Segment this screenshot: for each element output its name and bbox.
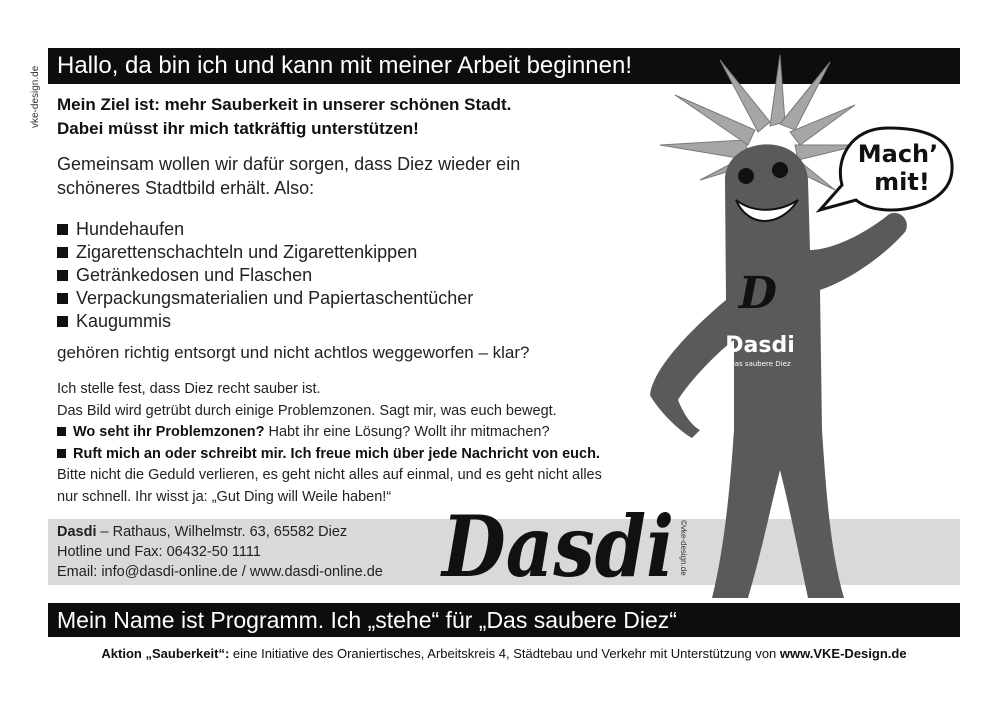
square-bullet-icon	[57, 247, 68, 258]
para-question-line: Wo seht ihr Problemzonen? Habt ihr eine Lösung? Wollt ihr mitmachen?	[57, 422, 602, 444]
para-line-6: nur schnell. Ihr wisst ja: „Gut Ding will Weile haben!“	[57, 488, 392, 505]
square-bullet-icon	[57, 293, 68, 304]
slogan: Mein Name ist Programm. Ich „stehe“ für „Das saubere Diez“	[57, 607, 677, 633]
list-item: Getränkedosen und Flaschen	[57, 264, 473, 287]
intro-block	[57, 152, 520, 200]
speech-bubble	[820, 128, 952, 210]
para-line-1: Ich stelle fest, dass Diez recht sauber ist.	[57, 381, 321, 397]
litter-list	[57, 218, 473, 333]
shirt-tagline: Das saubere Diez	[729, 360, 791, 368]
list-item: Verpackungsmaterialien und Papiertaschentücher	[57, 287, 473, 310]
square-bullet-icon	[57, 270, 68, 281]
bubble-line-2: mit!	[874, 168, 930, 196]
slogan-bar	[48, 603, 960, 637]
shirt-name: Dasdi	[725, 333, 795, 358]
right-eye	[772, 162, 788, 178]
contact-block	[57, 522, 383, 582]
contact-email: Email: info@dasdi-online.de / www.dasdi-online.de	[57, 564, 383, 580]
left-eye	[738, 168, 754, 184]
para-line-2: Das Bild wird getrübt durch einige Problemzonen. Sagt mir, was euch bewegt.	[57, 402, 557, 419]
goal-line-2: Dabei müsst ihr mich tatkräftig unterstützen!	[57, 119, 419, 138]
square-bullet-icon	[57, 427, 66, 436]
square-bullet-icon	[57, 316, 68, 327]
list-item: Hundehaufen	[57, 218, 473, 241]
square-bullet-icon	[57, 449, 66, 458]
headline: Hallo, da bin ich und kann mit meiner Arbeit beginnen!	[57, 52, 633, 79]
disposal-line: gehören richtig entsorgt und nicht achtlos weggeworfen – klar?	[57, 343, 530, 362]
mascot-figure	[630, 50, 960, 602]
list-item: Kaugummis	[57, 310, 473, 333]
intro-line-1: Gemeinsam wollen wir dafür sorgen, dass Diez wieder ein	[57, 154, 521, 174]
list-item: Zigarettenschachteln und Zigarettenkippen	[57, 241, 473, 264]
square-bullet-icon	[57, 224, 68, 235]
para-call-line: Ruft mich an oder schreibt mir. Ich freue mich über jede Nachricht von euch.	[57, 444, 602, 466]
intro-line-2: schöneres Stadtbild erhält. Also:	[57, 178, 315, 198]
contact-hotline: Hotline und Fax: 06432-50 1111	[57, 544, 261, 560]
footer-note: Aktion „Sauberkeit“: eine Initiative des Oraniertisches, Arbeitskreis 4, Städtebau und Verkehr mit Unterstützung von www.VKE-Design.de	[101, 646, 907, 661]
vertical-credit: ©vke-design.de	[679, 520, 688, 576]
side-credit: vke-design.de	[30, 65, 41, 128]
problem-paragraph	[57, 379, 602, 508]
contact-address: Dasdi – Rathaus, Wilhelmstr. 63, 65582 Diez	[57, 524, 348, 540]
para-line-5: Bitte nicht die Geduld verlieren, es geht nicht alles auf einmal, und es geht nicht alles	[57, 467, 602, 483]
goal-line-1: Mein Ziel ist: mehr Sauberkeit in unserer schönen Stadt.	[57, 95, 512, 114]
bubble-line-1: Mach’	[857, 140, 939, 168]
goal-block	[57, 93, 511, 141]
shirt-letter: D	[738, 268, 778, 319]
logo-text: Dasdi	[440, 497, 674, 596]
